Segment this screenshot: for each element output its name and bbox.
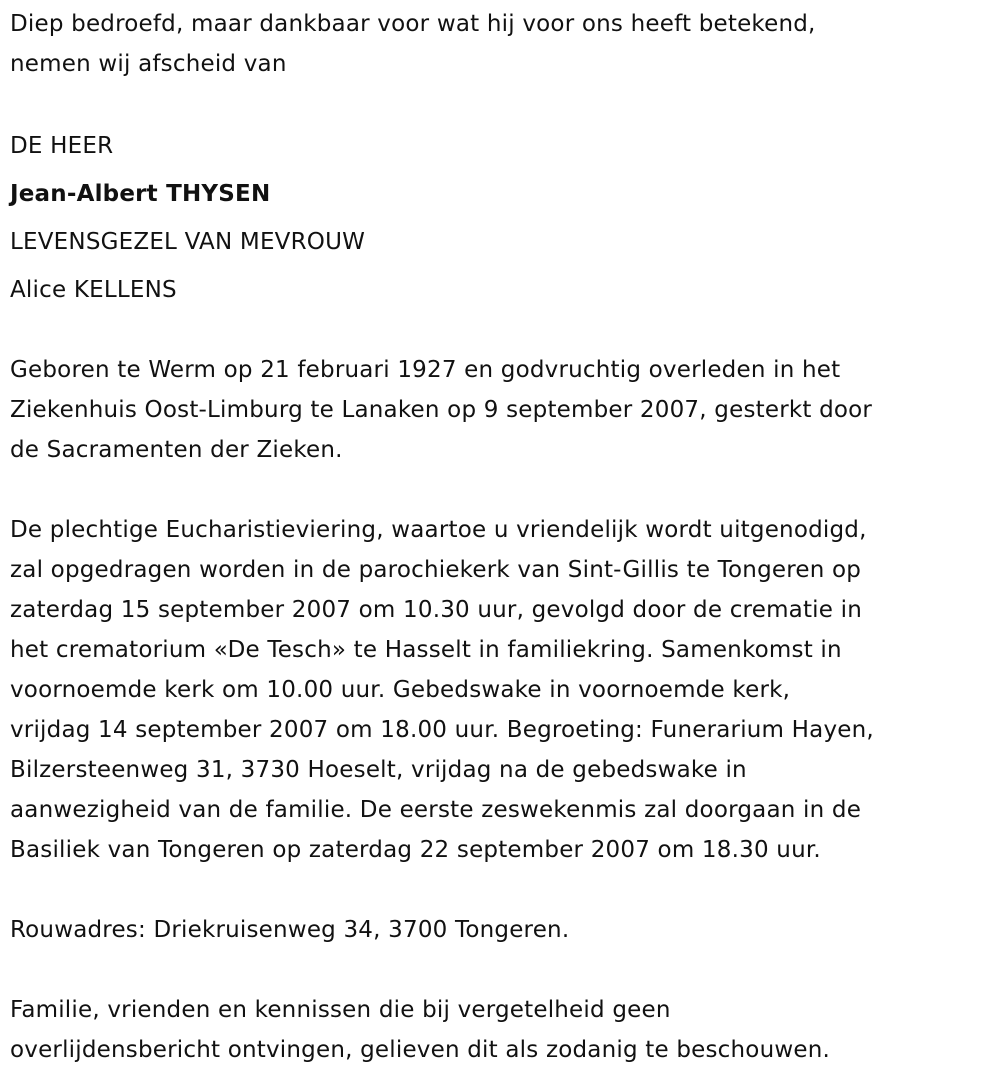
deceased-name: Jean-Albert THYSEN <box>10 181 271 207</box>
relation-line: LEVENSGEZEL VAN MEVROUW <box>10 229 366 255</box>
partner-name: Alice KELLENS <box>10 277 177 303</box>
intro-text: Diep bedroefd, maar dankbaar voor wat hij voor ons heeft betekend, nemen wij afscheid van <box>10 11 816 77</box>
mourning-address: Rouwadres: Driekruisenweg 34, 3700 Tongeren. <box>10 917 570 943</box>
ceremony-paragraph: De plechtige Eucharistieviering, waartoe u vriendelijk wordt uitgenodigd, zal opgedragen worden in de parochiekerk van Sint-Gillis te Tongeren op zaterdag 15 september 2007 om 10.30 uur, gevolgd door de crematie in het crematorium «De Tesch» te Hasselt in familiekring. Samenkomst in voornoemde kerk om 10.00 uur. Gebedswake in voornoemde kerk, vrijdag 14 september 2007 om 18.00 uur. Begroeting: Funerarium Hayen, Bilzersteenweg 31, 3730 Hoeselt, vrijdag na de gebedswake in aanwezigheid van de familie. De eerste zeswekenmis zal doorgaan in de Basiliek van Tongeren op zaterdag 22 september 2007 om 18.30 uur. <box>10 517 874 863</box>
birth-death-paragraph: Geboren te Werm op 21 februari 1927 en godvruchtig overleden in het Ziekenhuis Oost-Limburg te Lanaken op 9 september 2007, gesterkt door de Sacramenten der Zieken. <box>10 357 873 463</box>
closing-paragraph: Familie, vrienden en kennissen die bij vergetelheid geen overlijdensbericht ontvingen, gelieven dit als zodanig te beschouwen. <box>10 997 830 1063</box>
title-line: DE HEER <box>10 133 114 159</box>
